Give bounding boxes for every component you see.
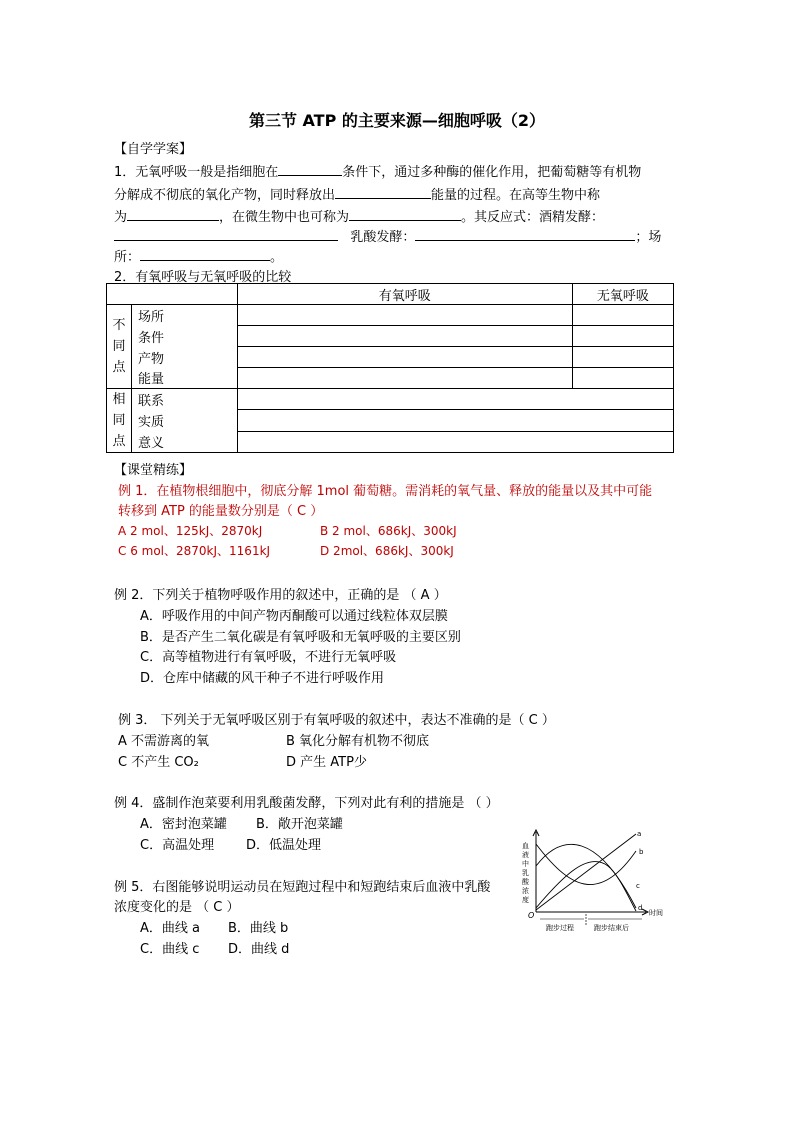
ex4-option-b[interactable]: B．敞开泡菜罐 bbox=[256, 817, 343, 832]
ex1-line1: 例 1．在植物根细胞中，彻底分解 1mol 葡萄糖。需消耗的氧气量、释放的能量以及其中可能 bbox=[118, 484, 653, 499]
ex5-option-d[interactable]: D．曲线 d bbox=[228, 942, 290, 957]
q1-text-j: 所： bbox=[114, 250, 141, 265]
curve-label-d: d bbox=[638, 904, 643, 912]
q1-text-a: 1．无氧呼吸一般是指细胞在 bbox=[114, 165, 279, 180]
q1-blank-alcohol-eq[interactable] bbox=[114, 228, 338, 241]
cell-aerobic-product[interactable] bbox=[237, 347, 572, 368]
group-same: 相 同 点 bbox=[107, 389, 132, 453]
cell-anaerobic-product[interactable] bbox=[572, 347, 673, 368]
row-label-energy: 能量 bbox=[132, 368, 238, 389]
ex2-stem: 例 2．下列关于植物呼吸作用的叙述中，正确的是 （ A ） bbox=[114, 588, 447, 603]
ylabel-char: 液 bbox=[522, 851, 529, 859]
ex5-option-a[interactable]: A．曲线 a bbox=[140, 921, 200, 936]
cell-anaerobic-energy[interactable] bbox=[572, 368, 673, 389]
cell-essence[interactable] bbox=[237, 410, 673, 431]
cell-aerobic-site[interactable] bbox=[237, 305, 572, 326]
ylabel-char: 中 bbox=[522, 860, 529, 868]
ex3-option-a[interactable]: A 不需游离的氧 bbox=[118, 734, 210, 749]
q1-blank-condition[interactable] bbox=[278, 163, 342, 176]
ex2-option-d[interactable]: D．仓库中储藏的风干种子不进行呼吸作用 bbox=[140, 671, 385, 686]
group-diff: 不 同 点 bbox=[107, 305, 132, 389]
q1-line3 bbox=[114, 206, 604, 225]
q1-text-d: 能量的过程。在高等生物中称 bbox=[431, 188, 601, 203]
col-aerobic: 有氧呼吸 bbox=[237, 284, 572, 305]
comparison-table bbox=[106, 283, 674, 453]
row-label-product: 产物 bbox=[132, 347, 238, 368]
q1-text-k: 。 bbox=[270, 250, 284, 265]
q1-blank-higher[interactable] bbox=[127, 208, 219, 221]
q1-text-g: 。其反应式：酒精发酵： bbox=[461, 210, 605, 225]
section-classroom: 【课堂精练】 bbox=[114, 463, 193, 478]
q1-blank-lactic-eq[interactable] bbox=[415, 228, 635, 241]
ex2-option-a[interactable]: A．呼吸作用的中间产物丙酮酸可以通过线粒体双层膜 bbox=[140, 609, 448, 624]
ylabel-char: 血 bbox=[522, 842, 529, 850]
col-anaerobic: 无氧呼吸 bbox=[572, 284, 673, 305]
ex3-option-c[interactable]: C 不产生 CO₂ bbox=[118, 755, 199, 770]
ex5-line1: 例 5．右图能够说明运动员在短跑过程中和短跑结束后血液中乳酸 bbox=[114, 880, 491, 895]
row-label-condition: 条件 bbox=[132, 326, 238, 347]
q1-line5 bbox=[114, 246, 283, 265]
ex2-option-b[interactable]: B．是否产生二氧化碳是有氧呼吸和无氧呼吸的主要区别 bbox=[140, 630, 461, 645]
q1-blank-site[interactable] bbox=[140, 248, 270, 261]
cell-aerobic-condition[interactable] bbox=[237, 326, 572, 347]
ylabel-char: 乳 bbox=[522, 869, 529, 877]
ex1-option-d[interactable]: D 2mol、686kJ、300kJ bbox=[320, 544, 454, 558]
row-label-meaning: 意义 bbox=[132, 431, 238, 452]
phase-run-label: 跑步过程 bbox=[546, 924, 574, 932]
q1-line1 bbox=[114, 161, 641, 180]
row-label-site: 场所 bbox=[132, 305, 238, 326]
row-label-essence: 实质 bbox=[132, 410, 238, 431]
lactic-acid-graph bbox=[518, 826, 668, 936]
ex4-stem: 例 4．盛制作泡菜要利用乳酸菌发酵，下列对此有利的措施是 （ ） bbox=[114, 796, 499, 811]
curve-a bbox=[536, 834, 636, 910]
ex1-option-a[interactable]: A 2 mol、125kJ、2870kJ bbox=[118, 524, 263, 538]
ex1-option-b[interactable]: B 2 mol、686kJ、300kJ bbox=[320, 524, 457, 538]
cell-anaerobic-site[interactable] bbox=[572, 305, 673, 326]
q2-title: 2．有氧呼吸与无氧呼吸的比较 bbox=[114, 270, 292, 285]
q1-blank-microbe[interactable] bbox=[349, 208, 461, 221]
row-label-link: 联系 bbox=[132, 389, 238, 410]
cell-anaerobic-condition[interactable] bbox=[572, 326, 673, 347]
q1-line2 bbox=[114, 184, 600, 203]
phase-after-label: 跑步结束后 bbox=[594, 924, 629, 932]
ex1-line2: 转移到 ATP 的能量数分别是（ C ） bbox=[118, 504, 324, 519]
ex4-option-c[interactable]: C．高温处理 bbox=[140, 838, 215, 853]
ex5-option-b[interactable]: B．曲线 b bbox=[228, 921, 289, 936]
curve-b bbox=[536, 844, 636, 885]
ex1-option-c[interactable]: C 6 mol、2870kJ、1161kJ bbox=[118, 544, 271, 558]
origin-label: O bbox=[528, 911, 535, 920]
section-self-study: 【自学学案】 bbox=[114, 142, 193, 157]
cell-meaning[interactable] bbox=[237, 431, 673, 452]
q1-blank-energy[interactable] bbox=[335, 186, 431, 199]
q1-line4 bbox=[114, 226, 661, 245]
q1-text-h: 乳酸发酵： bbox=[350, 230, 416, 245]
ex5-line2: 浓度变化的是 （ C ） bbox=[114, 900, 240, 915]
ylabel-char: 浓 bbox=[522, 887, 529, 895]
q1-text-e: 为 bbox=[114, 210, 128, 225]
ex5-option-c[interactable]: C．曲线 c bbox=[140, 942, 200, 957]
ylabel-char: 度 bbox=[522, 896, 529, 904]
ex3-option-b[interactable]: B 氧化分解有机物不彻底 bbox=[286, 734, 430, 749]
curve-label-c: c bbox=[636, 882, 640, 890]
ex2-option-c[interactable]: C．高等植物进行有氧呼吸，不进行无氧呼吸 bbox=[140, 650, 397, 665]
q1-text-b: 条件下，通过多种酶的催化作用，把葡萄糖等有机物 bbox=[342, 165, 642, 180]
table-corner bbox=[107, 284, 238, 305]
cell-link[interactable] bbox=[237, 389, 673, 410]
cell-aerobic-energy[interactable] bbox=[237, 368, 572, 389]
curve-label-b: b bbox=[639, 848, 644, 856]
q1-text-c: 分解成不彻底的氧化产物，同时释放出 bbox=[114, 188, 336, 203]
ylabel-char: 酸 bbox=[522, 878, 529, 886]
ex3-stem: 例 3． 下列关于无氧呼吸区别于有氧呼吸的叙述中，表达不准确的是（ C ） bbox=[118, 713, 555, 728]
q1-text-f: ，在微生物中也可称为 bbox=[219, 210, 350, 225]
ex4-option-a[interactable]: A．密封泡菜罐 bbox=[140, 817, 227, 832]
curve-label-a: a bbox=[637, 830, 642, 838]
page-title: 第三节 ATP 的主要来源—细胞呼吸（2） bbox=[248, 111, 546, 130]
x-axis-label: 时间 bbox=[649, 909, 663, 917]
ex3-option-d[interactable]: D 产生 ATP少 bbox=[286, 755, 367, 770]
q1-text-i: ；场 bbox=[635, 230, 662, 245]
ex4-option-d[interactable]: D．低温处理 bbox=[246, 838, 322, 853]
